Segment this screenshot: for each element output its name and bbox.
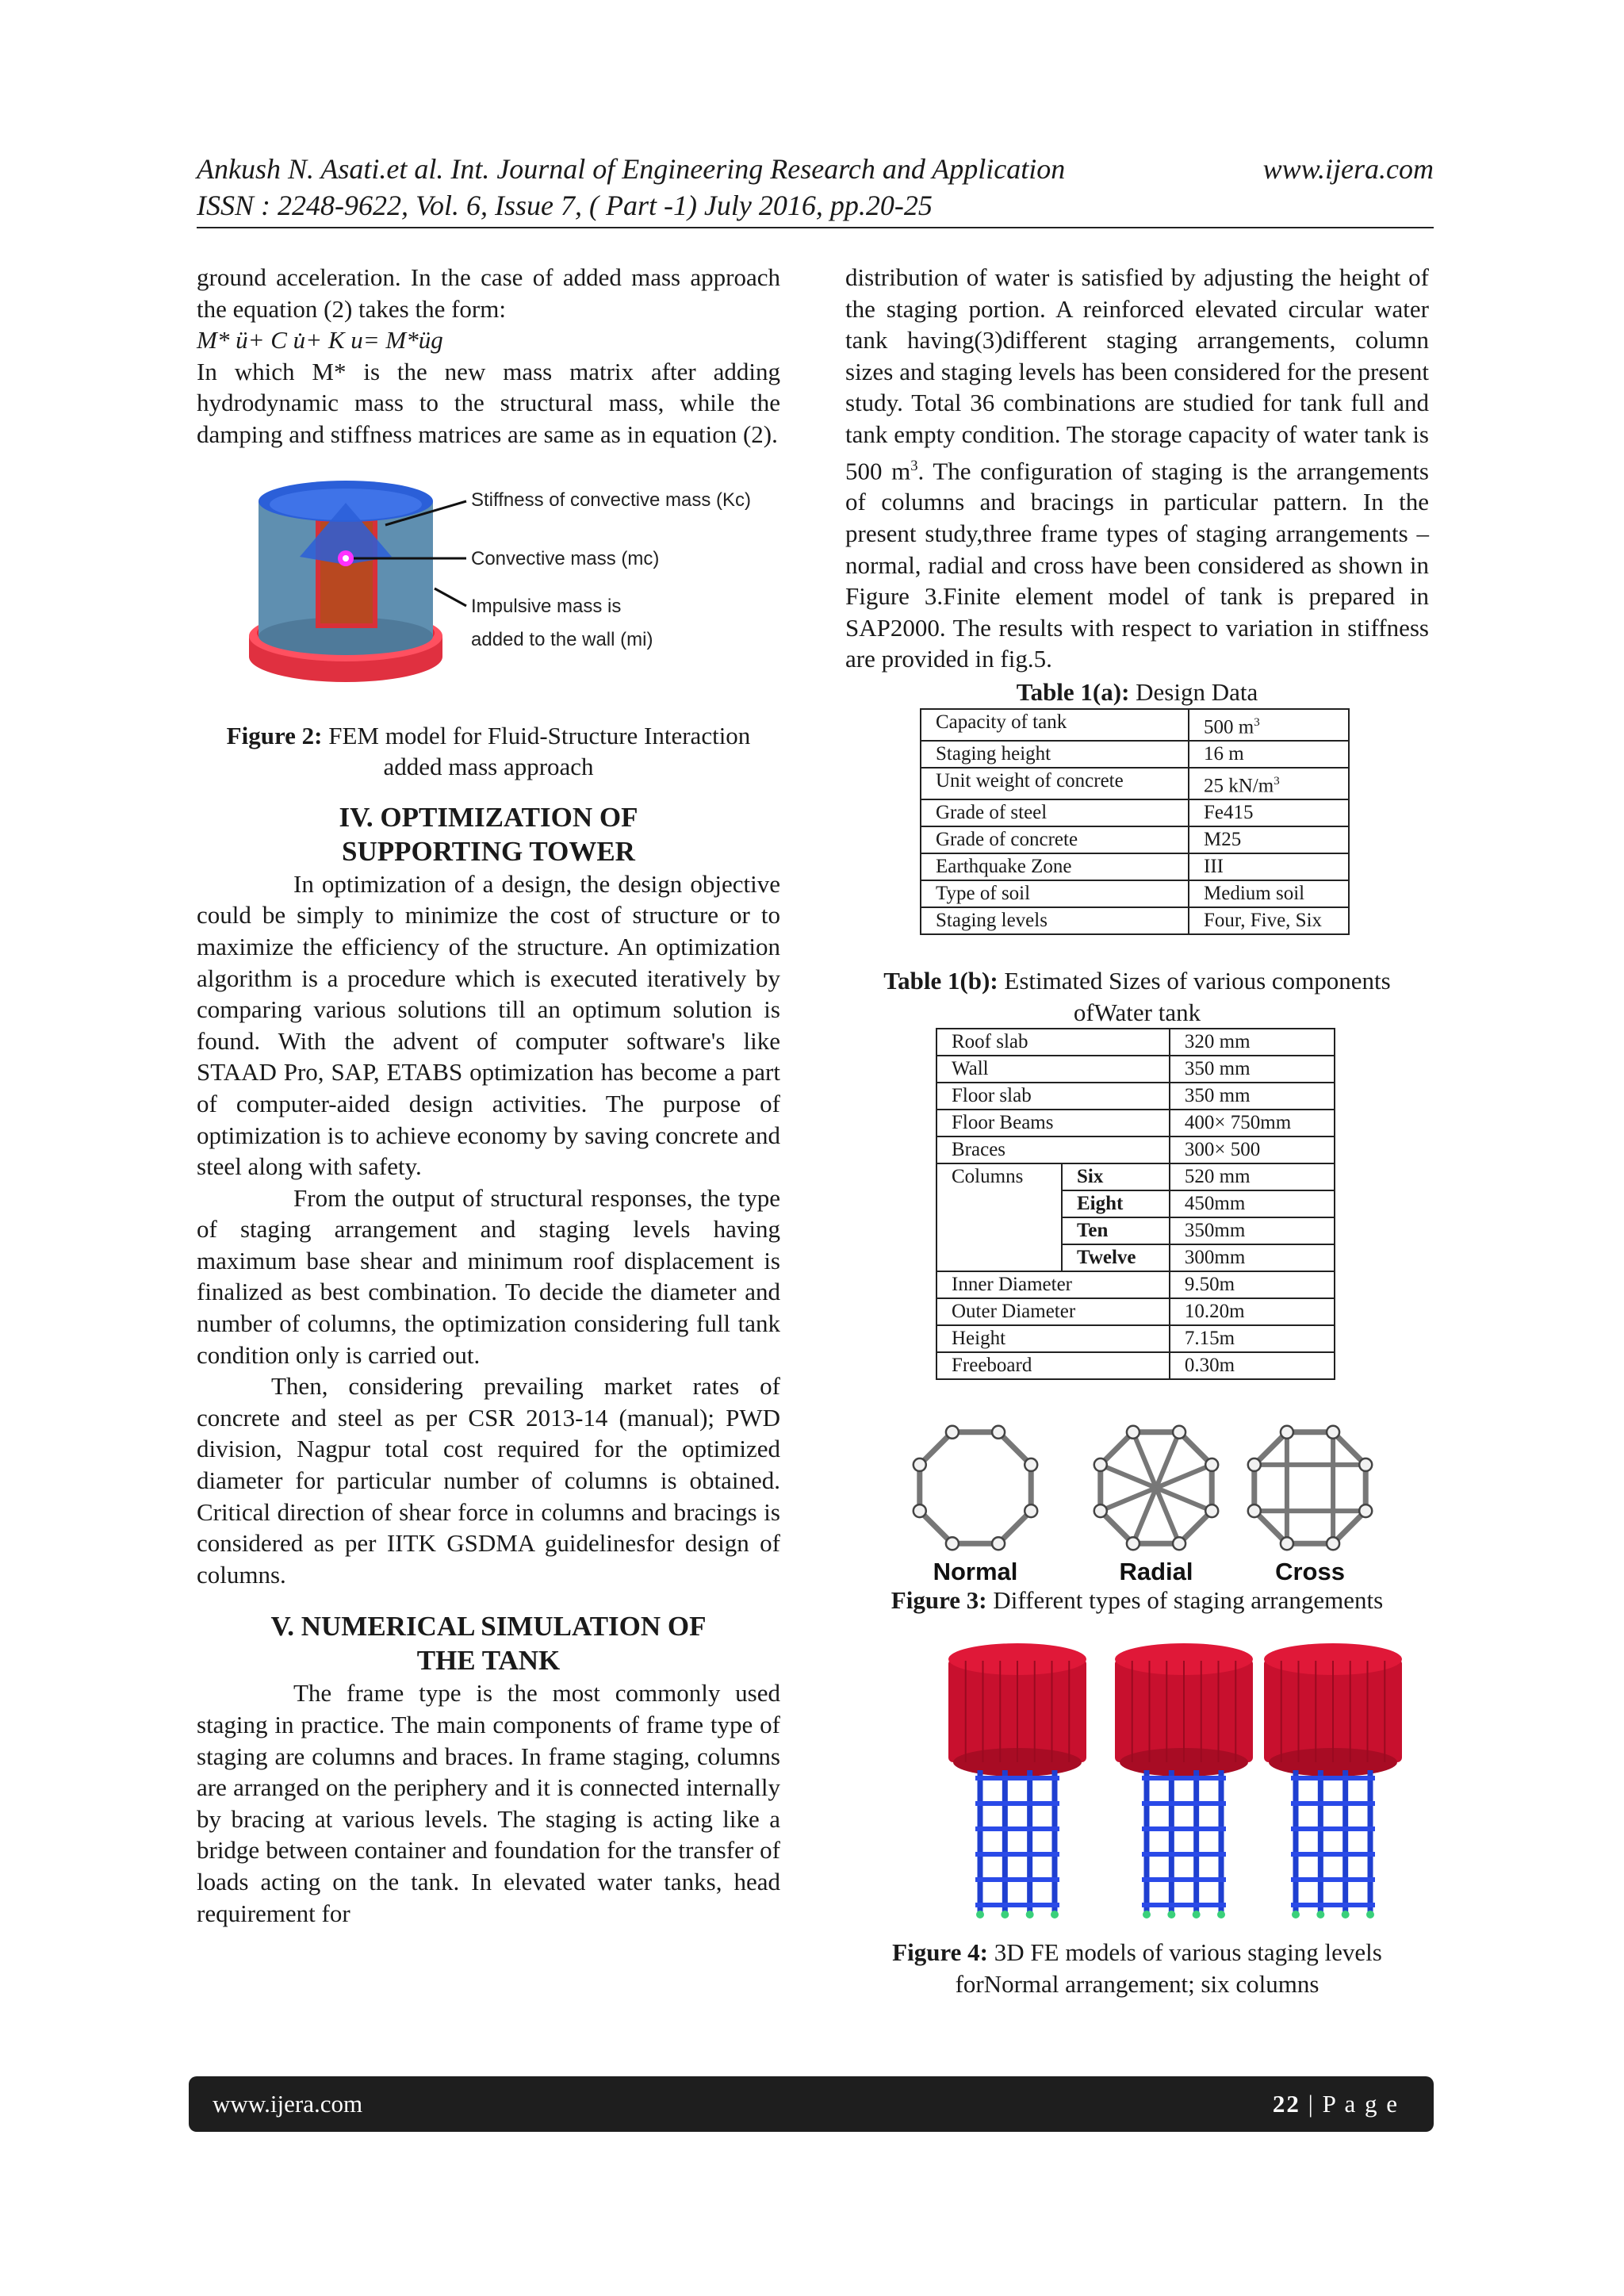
column-node (914, 1458, 926, 1471)
table-cell-value: Fe415 (1189, 799, 1349, 826)
column-support (1316, 1911, 1324, 1918)
paragraph: ground acceleration. In the case of added mass approach the equation (2) takes the form: (197, 263, 780, 323)
table-cell-size: 400× 750mm (1170, 1110, 1335, 1137)
column-node (946, 1538, 959, 1550)
page-footer (189, 2076, 1434, 2132)
table-cell-size: 9.50m (1170, 1271, 1335, 1298)
table-cell-value: 500 $m^3$ (1189, 709, 1349, 741)
table-row (936, 1029, 1335, 1056)
table-cell-parameter: Grade of steel (921, 799, 1189, 826)
column-support (1342, 1911, 1350, 1918)
fig3-label-radial: Radial (1119, 1558, 1193, 1585)
table-cell-component: Freeboard (936, 1352, 1170, 1379)
staging-arrangements-diagram (845, 1421, 1429, 1585)
paragraph: distribution of water is satisfied by adjusting the height of the staging portion. A reinforced elevated circular water tank having(3)different staging arrangements, column sizes and staging levels has been considered for the present study. Total 36 combinations are studied for tank full and tank empty condition. The storage capacity of water tank is 500 $m^3$. The configuration of staging is the arrangements of columns and bracings in particular pattern. In the present study,three frame types of staging arrangements – normal, radial and cross have been considered as shown in Figure 3.Finite element model of tank is prepared in SAP2000. The results with respect to variation in stiffness are provided in fig.5. (845, 263, 1429, 673)
table-cell-columns-label: Columns (936, 1163, 1062, 1271)
column-node (992, 1538, 1005, 1550)
section-4-title: IV. OPTIMIZATION OF (339, 801, 638, 833)
column-support (1366, 1911, 1374, 1918)
paragraph: In which M* is the new mass matrix after adding hydrodynamic mass to the structural mass, while the damping and stiffness matrices are same as in equation (2). (197, 357, 780, 448)
figure-2-caption: Figure 2: FEM model for Fluid-Structure Interaction added mass approach (226, 721, 751, 781)
table-row (936, 1083, 1335, 1110)
table-1a-title: Table 1(a): Design Data (1016, 678, 1258, 707)
header-issn: ISSN : 2248-9622, Vol. 6, Issue 7, ( Part -1) July 2016, pp.20-25 (197, 190, 933, 221)
table-cell-size: 7.15m (1170, 1325, 1335, 1352)
figure-3-image (845, 1421, 1429, 1585)
column-node (1248, 1458, 1261, 1471)
table-1a (920, 708, 1350, 936)
paragraph: In optimization of a design, the design objective could be simply to minimize the cost of structure or to maximize the efficiency of the structure. An optimization algorithm is a procedure which is executed iteratively by comparing various solutions till an optimum solution is found. With the advent of computer software's like STAAD Pro, SAP, ETABS optimization has become a part of computer-aided design activities. The purpose of optimization is to achieve economy by saving concrete and steel along with safety. (197, 869, 780, 1181)
table-cell-value: Medium soil (1189, 880, 1349, 907)
table-row (921, 768, 1349, 799)
fig2-label: added to the wall (mi) (471, 628, 653, 650)
column-node (946, 1426, 959, 1439)
3d-fe-models-diagram (845, 1643, 1429, 1929)
section-4-title-cont: SUPPORTING TOWER (342, 835, 635, 867)
footer-page-number: 22 | P a g e (1272, 2090, 1399, 2118)
column-node (1094, 1505, 1107, 1518)
header-journal: Ankush N. Asati.et al. Int. Journal of Engineering Research and Application (197, 153, 1066, 185)
table-cell-column-count: Eight (1062, 1190, 1170, 1217)
column-support (1193, 1911, 1201, 1918)
table-cell-value: 16 m (1189, 741, 1349, 768)
table-cell-size: 10.20m (1170, 1298, 1335, 1325)
section-5-title-cont: THE TANK (416, 1645, 561, 1677)
column-support (1217, 1911, 1225, 1918)
table-cell-column-count: Twelve (1062, 1244, 1170, 1271)
paragraph: The frame type is the most commonly used staging in practice. The main components of frame type of staging are columns and braces. In frame staging, columns are arranged on the periphery and it is connected internally by bracing at various levels. The staging is acting like a bridge between container and foundation for the transfer of loads acting on the tank. In elevated water tanks, head requirement for (197, 1679, 780, 1927)
column-node (1359, 1458, 1372, 1471)
column-node (914, 1505, 926, 1518)
column-node (1127, 1426, 1139, 1439)
table-row (936, 1298, 1335, 1325)
table-cell-component: Roof slab (936, 1029, 1170, 1056)
staging-ring (1254, 1432, 1365, 1543)
figure-2-image (197, 470, 780, 714)
column-support (1051, 1911, 1059, 1918)
equation: M* ü+ C u̇+ K u= M*üg (197, 326, 443, 355)
table-row (936, 1110, 1335, 1137)
column-node (1205, 1458, 1218, 1471)
table-cell-size: 320 mm (1170, 1029, 1335, 1056)
column-node (1025, 1458, 1037, 1471)
column-support (1292, 1911, 1300, 1918)
column-support (976, 1911, 984, 1918)
table-cell-parameter: Earthquake Zone (921, 853, 1189, 880)
table-cell-component: Floor Beams (936, 1110, 1170, 1137)
column-support (1001, 1911, 1009, 1918)
paragraph: From the output of structural responses, the type of staging arrangement and staging levels having maximum base shear and minimum roof displacement is finalized as best combination. To decide the diameter and number of columns, the optimization considering full tank condition only is carried out. (197, 1183, 780, 1369)
table-cell-parameter: Capacity of tank (921, 709, 1189, 741)
table-cell-value: 25 $kN/m^3$ (1189, 768, 1349, 799)
table-cell-parameter: Type of soil (921, 880, 1189, 907)
table-row (921, 853, 1349, 880)
table-row (936, 1271, 1335, 1298)
table-cell-column-count: Six (1062, 1163, 1170, 1190)
column-node (1127, 1538, 1139, 1550)
table-cell-value: Four, Five, Six (1189, 907, 1349, 934)
section-5-title: V. NUMERICAL SIMULATION OF (270, 1611, 707, 1642)
column-support (1167, 1911, 1175, 1918)
column-node (1248, 1505, 1261, 1518)
column-support (1026, 1911, 1034, 1918)
column-node (1281, 1426, 1293, 1439)
column-node (1094, 1458, 1107, 1471)
table-cell-parameter: Staging height (921, 741, 1189, 768)
table-cell-component: Height (936, 1325, 1170, 1352)
header-rule (197, 227, 1434, 228)
column-node (1205, 1505, 1218, 1518)
table-cell-component: Floor slab (936, 1083, 1170, 1110)
paragraph: Then, considering prevailing market rates of concrete and steel as per CSR 2013-14 (manual); PWD division, Nagpur total cost required for the optimized diameter for particular number of columns is obtained. Critical direction of shear force in columns and bracings is considered as per IITK GSDMA guidelinesfor design of columns. (197, 1372, 780, 1589)
table-row (921, 826, 1349, 853)
table-row (921, 709, 1349, 741)
running-header (197, 151, 1434, 224)
column-node (1173, 1538, 1185, 1550)
staging-ring (920, 1432, 1031, 1543)
table-row (921, 907, 1349, 934)
column-node (1281, 1538, 1293, 1550)
table-1b (936, 1028, 1335, 1380)
table-cell-parameter: Staging levels (921, 907, 1189, 934)
header-website[interactable]: www.ijera.com (1262, 153, 1434, 185)
fig3-label-cross: Cross (1275, 1558, 1345, 1585)
figure-3-caption: Figure 3: Different types of staging arrangements (891, 1586, 1384, 1615)
table-cell-parameter: Unit weight of concrete (921, 768, 1189, 799)
table-cell-size: 350 mm (1170, 1056, 1335, 1083)
table-cell-parameter: Grade of concrete (921, 826, 1189, 853)
table-cell-size: 520 mm (1170, 1163, 1335, 1190)
table-cell-size: 450mm (1170, 1190, 1335, 1217)
table-row (936, 1163, 1335, 1190)
table-cell-component: Braces (936, 1137, 1170, 1163)
footer-website[interactable]: www.ijera.com (213, 2090, 363, 2118)
table-cell-value: III (1189, 853, 1349, 880)
table-row (921, 741, 1349, 768)
table-cell-component: Inner Diameter (936, 1271, 1170, 1298)
column-node (1173, 1426, 1185, 1439)
fig3-label-normal: Normal (933, 1558, 1018, 1585)
table-cell-size: 350mm (1170, 1217, 1335, 1244)
table-cell-size: 350 mm (1170, 1083, 1335, 1110)
table-row (936, 1352, 1335, 1379)
table-cell-size: 300× 500 (1170, 1137, 1335, 1163)
left-column (197, 262, 780, 1929)
fig2-label: Impulsive mass is (471, 595, 622, 617)
column-node (1327, 1538, 1339, 1550)
table-row (936, 1137, 1335, 1163)
right-column (845, 262, 1429, 1999)
fig2-label: Stiffness of convective mass (Kc) (471, 489, 752, 511)
table-cell-value: M25 (1189, 826, 1349, 853)
table-row (921, 799, 1349, 826)
column-support (1143, 1911, 1151, 1918)
table-cell-component: Wall (936, 1056, 1170, 1083)
table-row (936, 1325, 1335, 1352)
table-cell-size: 0.30m (1170, 1352, 1335, 1379)
table-cell-component: Outer Diameter (936, 1298, 1170, 1325)
table-cell-size: 300mm (1170, 1244, 1335, 1271)
figure-4-caption: Figure 4: 3D FE models of various staging levels forNormal arrangement; six columns (892, 1938, 1382, 1998)
fig2-label: Convective mass (mc) (471, 547, 660, 569)
column-node (992, 1426, 1005, 1439)
column-node (1359, 1505, 1372, 1518)
figure-4-image (845, 1643, 1429, 1929)
table-cell-column-count: Ten (1062, 1217, 1170, 1244)
fem-tank-diagram (197, 470, 780, 714)
table-row (936, 1056, 1335, 1083)
column-node (1025, 1505, 1037, 1518)
table-1b-title: Table 1(b): Estimated Sizes of various components ofWater tank (883, 967, 1391, 1026)
table-row (921, 880, 1349, 907)
column-node (1327, 1426, 1339, 1439)
